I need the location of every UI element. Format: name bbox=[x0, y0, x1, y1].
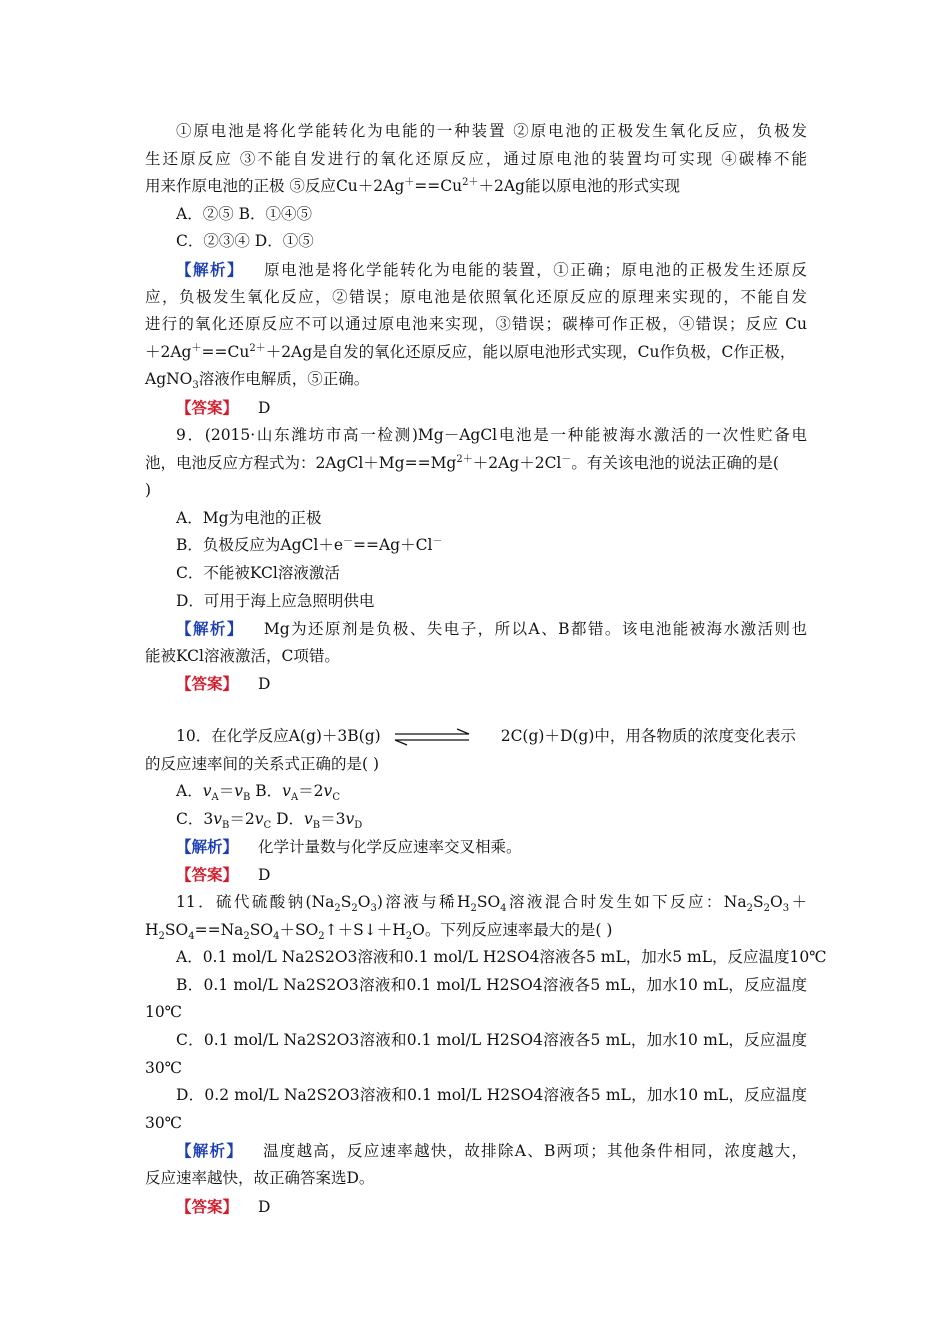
analysis-tag: 【解析】 bbox=[176, 837, 239, 857]
q11-option-d-cont: 30℃ bbox=[145, 1113, 183, 1132]
q11-analysis-line-1: 【解析】 温度越高，反应速率越快，故排除A、B两项；其他条件相同，浓度越大， bbox=[176, 1141, 807, 1161]
q8-stem-line-2: 生还原反应 ③不能自发进行的氧化还原反应，通过原电池的装置均可实现 ④碳棒不能 bbox=[145, 149, 807, 168]
q8-option-cd: C．②③④ D．①⑤ bbox=[176, 232, 314, 251]
q8-stem-line-1: ①原电池是将化学能转化为电能的一种装置 ②原电池的正极发生氧化反应，负极发 bbox=[176, 122, 807, 140]
q11-option-b: B．0.1 mol/L Na2S2O3溶液和0.1 mol/L H2SO4溶液各5 mL，加水10 mL，反应温度 bbox=[176, 975, 807, 994]
q9-stem-line-2: 池，电池反应方程式为：$2AgCl+Mg==Mg^{2+}+2Ag+2Cl^-$。有关该电池的说法正确的是( bbox=[145, 453, 779, 472]
q8-option-ab: A．②⑤ B．①④⑤ bbox=[176, 204, 313, 223]
q11-option-c-cont: 30℃ bbox=[145, 1058, 183, 1077]
q8-analysis-line-3: 进行的氧化还原反应不可以通过原电池来实现，③错误；碳棒可作正极，④错误；反应 Cu bbox=[145, 315, 807, 334]
q9-stem-line-1: 9．(2015·山东潍坊市高一检测)Mg－AgCl电池是一种能被海水激活的一次性贮备电 bbox=[176, 426, 807, 444]
q11-option-a: A．0.1 mol/L Na2S2O3溶液和0.1 mol/L H2SO4溶液各5 mL，加水5 mL，反应温度10℃ bbox=[176, 948, 827, 967]
q8-analysis-line-1: 【解析】 原电池是将化学能转化为电能的装置，①正确；原电池的正极发生还原反 bbox=[176, 259, 807, 279]
q10-analysis: 【解析】 化学计量数与化学反应速率交叉相乘。 bbox=[176, 837, 522, 857]
answer-tag: 【答案】 bbox=[176, 1196, 239, 1216]
q9-stem-line-3: ) bbox=[145, 481, 152, 500]
q8-analysis-line-5: AgNO$_3$溶液作电解质，⑤正确。 bbox=[145, 370, 370, 392]
q9-analysis-line-1: 【解析】 Mg为还原剂是负极、失电子，所以A、B都错。该电池能被海水激活则也 bbox=[176, 619, 807, 639]
q9-option-b: B．负极反应为AgCl＋e－==Ag＋Cl－ bbox=[176, 536, 443, 555]
analysis-tag: 【解析】 bbox=[176, 259, 245, 279]
question-9 bbox=[145, 422, 807, 698]
q10-stem-line-2: 的反应速率间的关系式正确的是( ) bbox=[145, 754, 380, 773]
q10-option-ab: A．$v_A=v_B$ B．$v_A=2v_C$ bbox=[176, 782, 340, 804]
analysis-tag: 【解析】 bbox=[176, 619, 244, 639]
answer-tag: 【答案】 bbox=[176, 674, 239, 694]
q9-option-c: C．不能被KCl溶液激活 bbox=[176, 563, 340, 582]
q11-option-d: D．0.2 mol/L Na2S2O3溶液和0.1 mol/L H2SO4溶液各5 mL，加水10 mL，反应温度 bbox=[176, 1086, 807, 1105]
question-8 bbox=[145, 118, 807, 422]
q9-option-a: A．Mg为电池的正极 bbox=[176, 508, 322, 527]
q9-analysis-line-2: 能被KCl溶液激活，C项错。 bbox=[145, 646, 340, 665]
question-10 bbox=[145, 723, 807, 889]
q11-option-b-cont: 10℃ bbox=[145, 1003, 183, 1022]
q11-analysis-line-2: 反应速率越快，故正确答案选D。 bbox=[145, 1168, 375, 1187]
q8-analysis-line-2: 应，负极发生氧化反应，②错误；原电池是依照氧化还原反应的原理来实现的，不能自发 bbox=[145, 287, 807, 306]
answer-tag: 【答案】 bbox=[176, 864, 239, 884]
q8-stem-line-3: 用来作原电池的正极 ⑤反应$Cu+2Ag^+==Cu^{2+}+2Ag$能以原电池的形式实现 bbox=[145, 177, 680, 196]
analysis-tag: 【解析】 bbox=[176, 1141, 244, 1161]
q10-option-cd: C．$3v_B=2v_C$ D．$v_B=3v_D$ bbox=[176, 809, 363, 831]
q10-answer: 【答案】 D bbox=[176, 864, 271, 884]
q11-stem-line-1: 11．硫代硫酸钠$(Na_2S_2O_3)$溶液与稀$H_2SO_4$溶液混合时发生如下反应：$Na_2S_2O_3+$ bbox=[176, 893, 807, 915]
q10-stem-line-1: 10．在化学反应A(g)＋3B(g) 2C(g)＋D(g)中，用各物质的浓度变化表示 bbox=[176, 727, 796, 745]
q9-option-d: D．可用于海上应急照明供电 bbox=[176, 591, 375, 610]
q11-stem-line-2: $H_2SO_4==Na_2SO_4+SO_2↑+S↓+H_2O$。下列反应速率最大的是( ) bbox=[145, 920, 613, 942]
answer-tag: 【答案】 bbox=[176, 397, 239, 417]
q11-option-c: C．0.1 mol/L Na2S2O3溶液和0.1 mol/L H2SO4溶液各5 mL，加水10 mL，反应温度 bbox=[176, 1030, 807, 1049]
q11-answer: 【答案】 D bbox=[176, 1196, 271, 1216]
question-11 bbox=[145, 889, 827, 1220]
q8-analysis-line-4: $+2Ag^+==Cu^{2+}+2Ag$是自发的氧化还原反应，能以原电池形式实现，Cu作负极，C作正极， bbox=[145, 342, 796, 361]
q8-answer: 【答案】 D bbox=[176, 397, 271, 417]
reversible-arrow-icon bbox=[393, 727, 471, 747]
q9-answer: 【答案】 D bbox=[176, 674, 271, 694]
